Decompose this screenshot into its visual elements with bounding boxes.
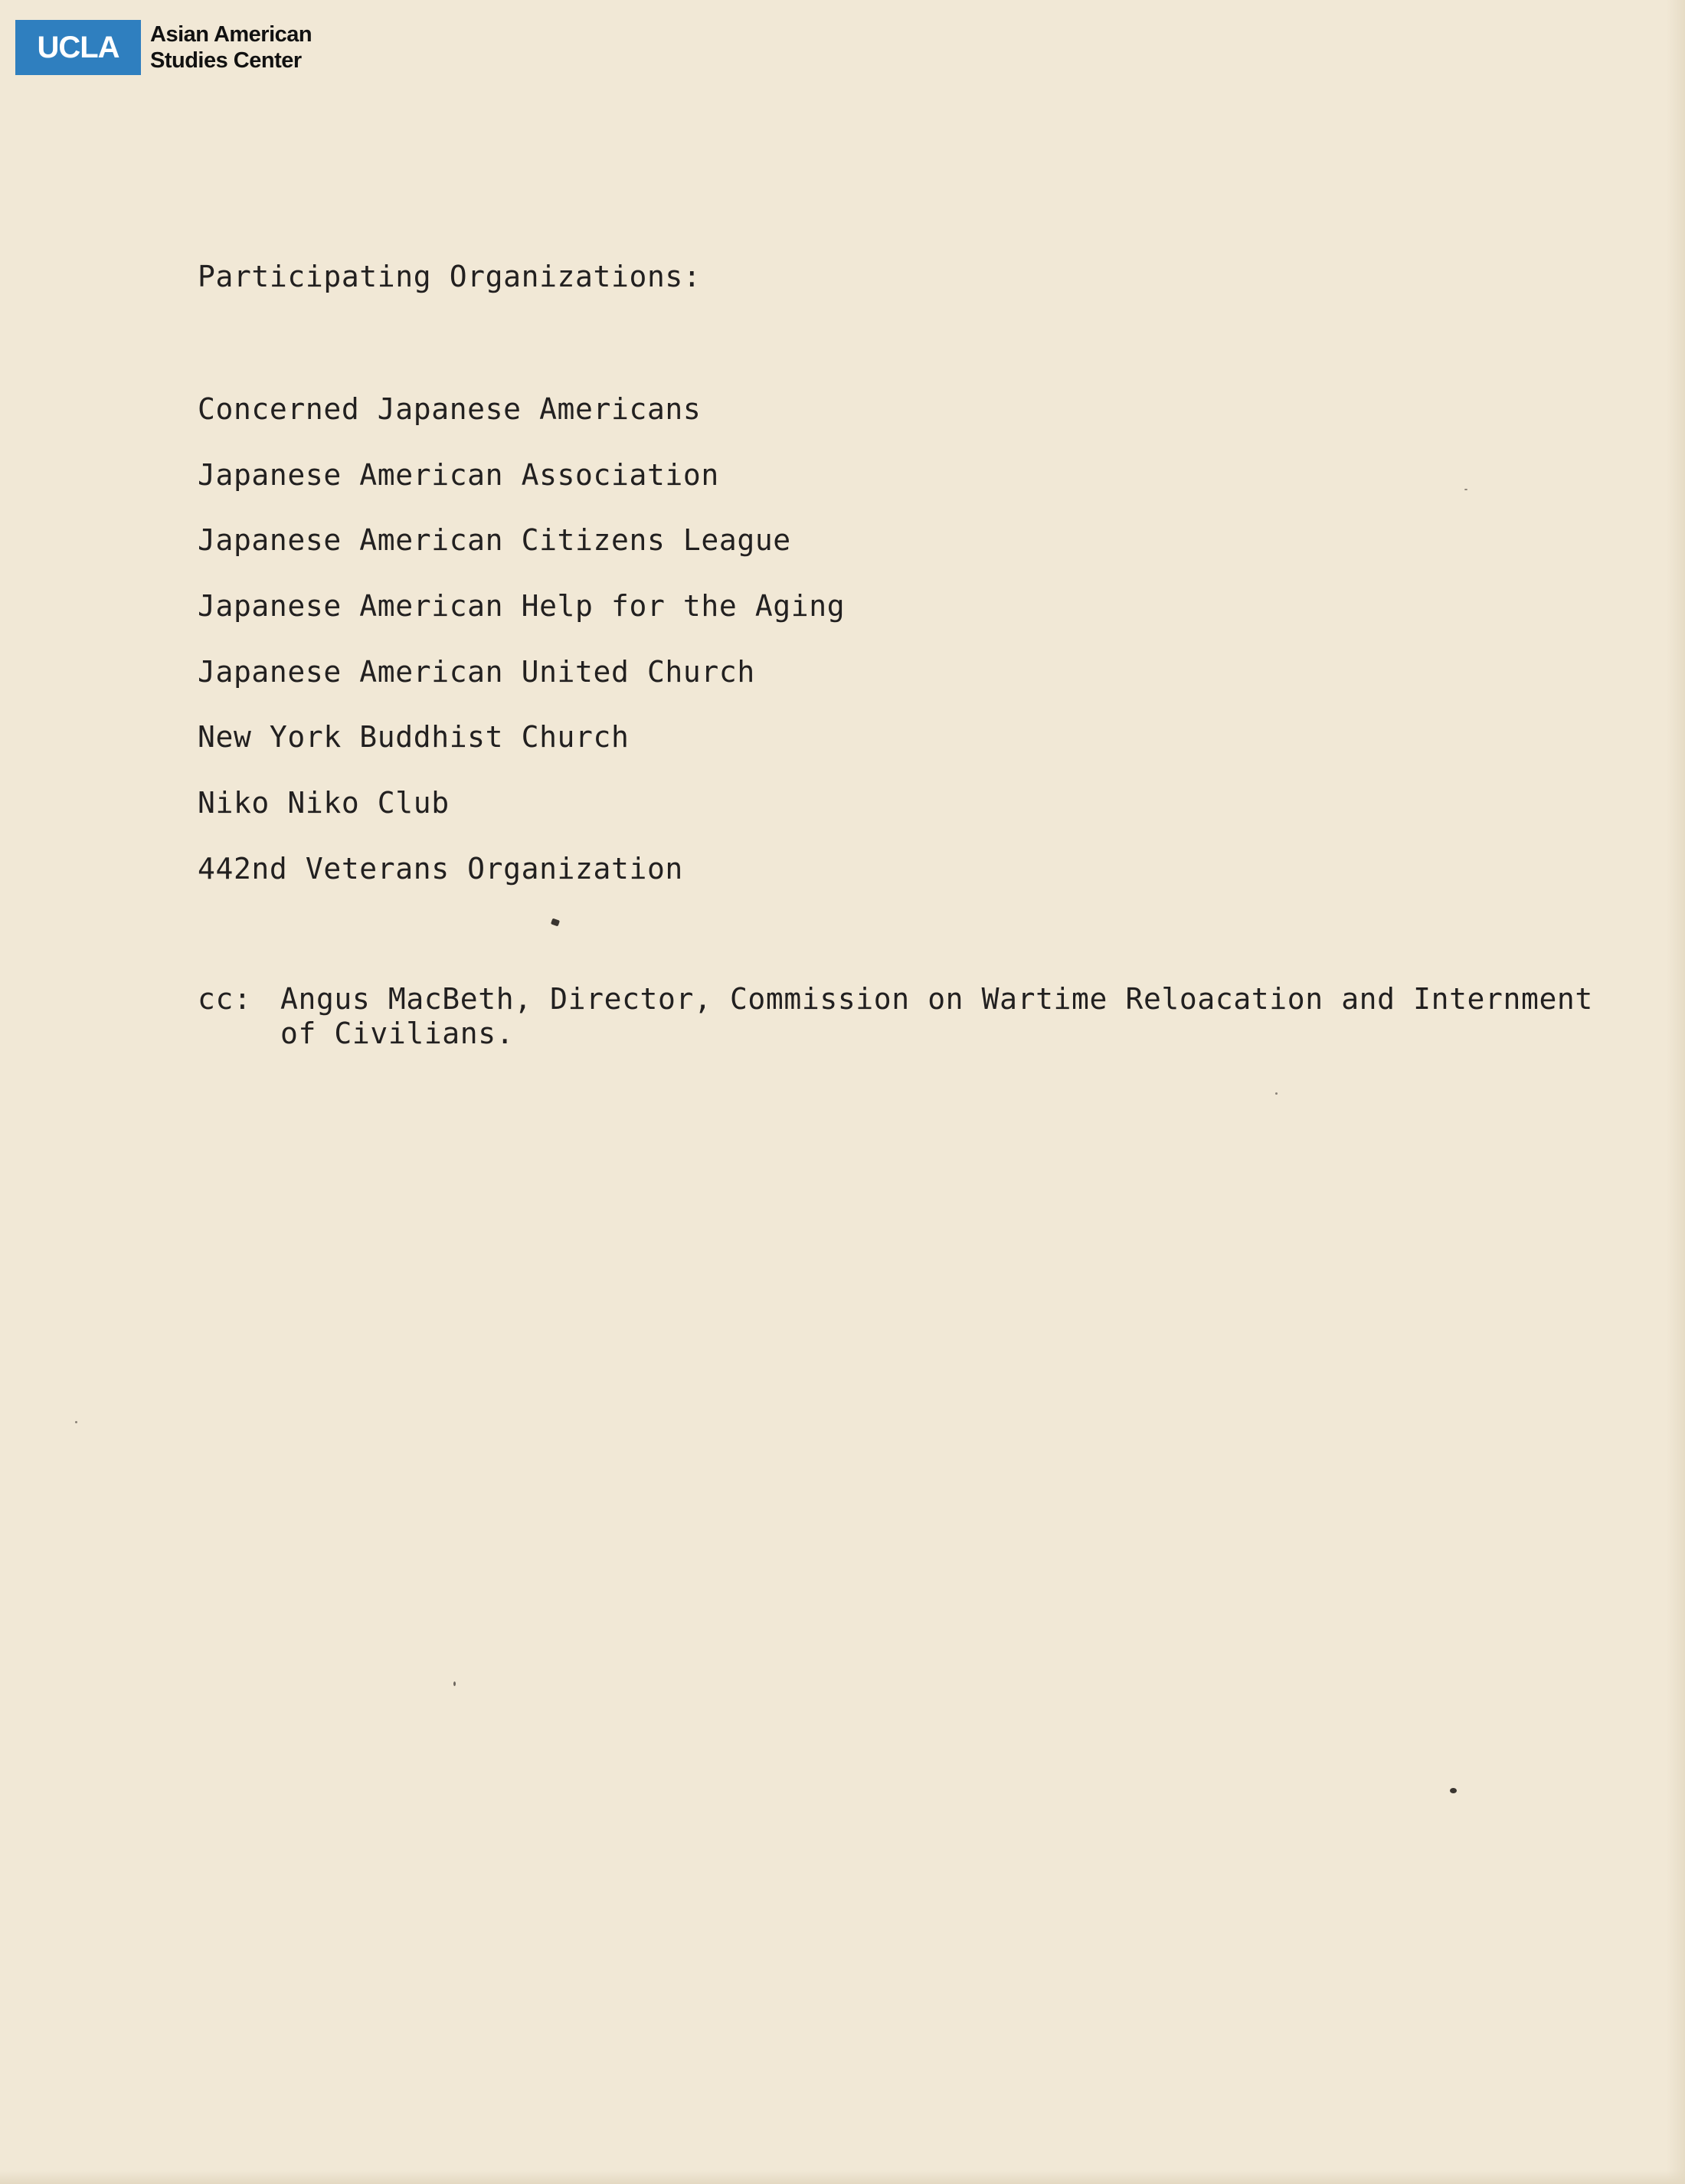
carbon-copy-note <box>198 982 1598 1051</box>
organization-item: Niko Niko Club <box>198 786 450 820</box>
paper-speck <box>1464 489 1467 490</box>
cc-label: cc: <box>198 982 252 1016</box>
participating-organizations-heading: Participating Organizations: <box>198 260 702 293</box>
organization-item: Japanese American Association <box>198 457 719 492</box>
organization-item: Japanese American Citizens League <box>198 523 791 558</box>
paper-speck <box>1450 1788 1457 1793</box>
cc-recipient: Angus MacBeth, Director, Commission on Wartime Reloacation and Internment of Civilians. <box>280 982 1593 1050</box>
ucla-logo-mark: UCLA <box>15 20 141 75</box>
organization-item: New York Buddhist Church <box>198 720 630 755</box>
organization-item: Japanese American Help for the Aging <box>198 589 846 624</box>
paper-speck <box>75 1421 77 1423</box>
paper-bottom-edge <box>0 2170 1685 2184</box>
organization-item: 442nd Veterans Organization <box>198 851 683 886</box>
organization-item: Japanese American United Church <box>198 654 755 689</box>
organization-item: Concerned Japanese Americans <box>198 392 702 426</box>
paper-speck <box>453 1681 456 1686</box>
paper-speck <box>551 918 560 927</box>
logo-center-name <box>150 21 312 74</box>
organization-list <box>198 392 845 918</box>
paper-speck <box>1275 1092 1278 1095</box>
logo-line-1: Asian American <box>150 22 312 47</box>
paper-edge <box>1667 0 1685 2184</box>
ucla-aasc-logo <box>15 20 312 75</box>
logo-line-2: Studies Center <box>150 48 302 73</box>
